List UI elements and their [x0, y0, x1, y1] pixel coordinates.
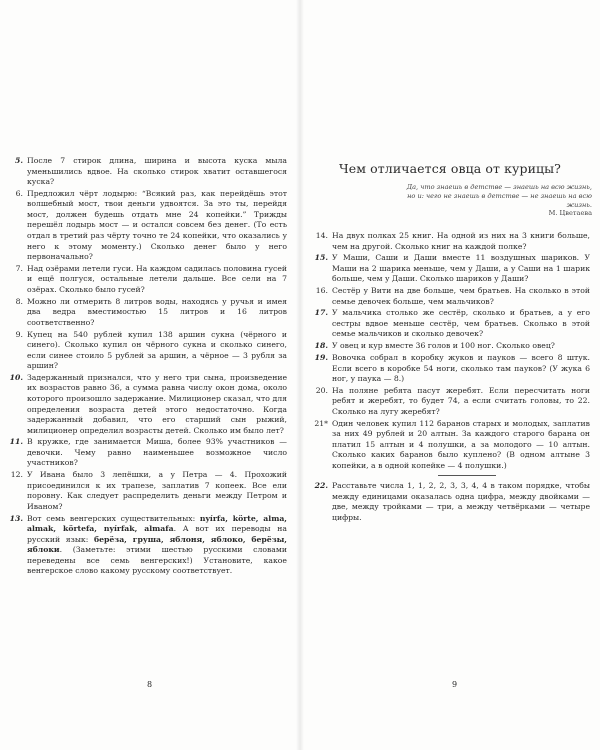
problem-text: Сестёр у Вити на две больше, чем братьев. На сколько в этой семье девочек больше, чем мальчиков? — [332, 286, 590, 306]
problem-6 — [5, 189, 287, 263]
problem-text: У мальчика столько же сестёр, сколько и братьев, а у его сестры вдвое меньше сестёр, чем братьев. Сколько в этой семье мальчиков и сколько девочек? — [332, 308, 590, 339]
problem-number: 17. — [314, 308, 328, 318]
problem-number: 12. — [10, 470, 23, 480]
problem-text: Расставьте числа 1, 1, 2, 2, 3, 3, 4, 4 в таком порядке, чтобы между единицами оказалась одна цифра, между двойками — две, между тройками — три, а между четвёрками — четыре цифры. — [332, 481, 590, 522]
problem-17 — [310, 308, 590, 340]
problem-20 — [310, 386, 590, 418]
problem-text: Над озёрами летели гуси. На каждом садилась половина гусей и ещё полгуся, остальные летели дальше. Все сели на 7 озёрах. Сколько было гусей? — [27, 263, 287, 294]
problem-text-part: . А вот их переводы на русский язык: — [27, 524, 287, 544]
problem-text: Купец на 540 рублей купил 138 аршин сукна (чёрного и синего). Сколько купил он чёрного сукна и сколько синего, если синее стоило 5 рублей за аршин, а чёрное — 3 рубля за аршин? — [27, 329, 287, 371]
problem-16 — [310, 286, 590, 307]
problem-text: У овец и кур вместе 36 голов и 100 ног. Сколько овец? — [332, 341, 555, 351]
problem-text: У Маши, Саши и Даши вместе 11 воздушных шариков. У Маши на 2 шарика меньше, чем у Даши, а у Саши на 1 шарик больше, чем у Даши. Сколько шариков у Даши? — [332, 253, 590, 284]
problem-number: 6. — [15, 188, 23, 198]
right-problem-list — [310, 231, 590, 525]
problem-number: 16. — [315, 286, 328, 296]
problem-18 — [310, 341, 590, 352]
problem-number: 9. — [15, 329, 23, 339]
right-page — [300, 0, 600, 750]
page-number: 9 — [452, 680, 458, 689]
hungarian-words: nyírfa, körte, alma, almak, körtefa, nyírfak, almafa — [27, 513, 287, 534]
problem-number: 8. — [15, 296, 23, 306]
problem-11 — [5, 437, 287, 469]
chapter-title: Чем отличается овца от курицы? — [339, 161, 561, 176]
problem-text: Можно ли отмерить 8 литров воды, находясь у ручья и имея два ведра вместимостью 15 литров и 16 литров соответственно? — [27, 296, 287, 327]
problem-5 — [5, 156, 287, 188]
section-divider — [438, 475, 496, 476]
problem-number: 14. — [315, 231, 328, 240]
problem-text: Вовочка собрал в коробку жуков и пауков — всего 8 штук. Если всего в коробке 54 ноги, сколько там пауков? (У жука 6 ног, у паука — 8.) — [332, 352, 590, 384]
problem-14 — [310, 231, 590, 252]
problem-text: Предложил чёрт лодырю: “Всякий раз, как перейдёшь этот волшебный мост, твои деньги удвоятся. За это ты, перейдя мост, должен будешь отдать мне 24 копейки.” Трижды перешёл лодырь мост — и остался совсем без денег. (То есть отдал в третий раз чёрту точно те 24 копейки, что оказались у него к этому моменту.) Сколько денег было у него первоначально? — [27, 188, 287, 262]
problem-15 — [310, 253, 590, 285]
left-problem-list — [5, 156, 287, 578]
problem-number: 5. — [14, 156, 23, 165]
problem-text: На поляне ребята пасут жеребят. Если пересчитать ноги ребят и жеребят, то будет 74, а если считать головы, то 22. Сколько на лугу жеребят? — [332, 385, 590, 416]
problem-text-part: Вот семь венгерских существительных: — [27, 513, 200, 523]
problem-21 — [310, 419, 590, 472]
problem-number: 7. — [15, 263, 23, 273]
russian-translations: берёза, груша, яблоня, яблоко, берёзы, яблоки — [27, 534, 287, 555]
problem-22 — [310, 481, 590, 523]
problem-8 — [5, 297, 287, 329]
problem-number: 22. — [314, 481, 328, 491]
problem-number: 21* — [314, 418, 328, 428]
epigraph-author: М. Цветаева — [548, 209, 592, 218]
problem-number: 20. — [315, 385, 328, 395]
page-number: 8 — [147, 680, 153, 689]
problem-number: 15. — [314, 253, 328, 263]
problem-number: 11. — [9, 437, 23, 447]
problem-10 — [5, 373, 287, 436]
problem-text: После 7 стирок длина, ширина и высота куска мыла уменьшились вдвое. На сколько стирок хватит оставшегося куска? — [27, 156, 287, 187]
problem-number: 10. — [9, 372, 23, 382]
problem-9 — [5, 330, 287, 372]
problem-number: 13. — [9, 513, 23, 523]
epigraph-text: Да, что знаешь в детстве — знаешь на всю жизнь, но и: чего не знаешь в детстве — не знаешь на всю жизнь. — [406, 183, 592, 209]
problem-text: Один человек купил 112 баранов старых и молодых, заплатив за них 49 рублей и 20 алтын. За каждого старого барана он платил 15 алтын и 4 полушки, а за молодого — 10 алтын. Сколько каких баранов было куплено? (В одном алтыне 3 копейки, а в одной копейке — 4 полушки.) — [332, 418, 590, 470]
problem-13 — [5, 514, 287, 577]
problem-number: 19. — [314, 352, 328, 362]
epigraph — [400, 183, 592, 218]
problem-text: В кружке, где занимается Миша, более 93% участников — девочки. Чему равно наименьшее возможное число участников? — [27, 437, 287, 468]
problem-12 — [5, 470, 287, 512]
problem-number: 18. — [314, 341, 328, 351]
problem-19 — [310, 353, 590, 385]
problem-7 — [5, 264, 287, 296]
problem-text-part: . (Заметьте: этими шестью русскими словами переведены все семь венгерских!) Установите, какое венгерское слово какому русскому соответствует. — [27, 545, 287, 576]
problem-text: На двух полках 25 книг. На одной из них на 3 книги больше, чем на другой. Сколько книг на каждой полке? — [332, 231, 590, 251]
problem-text: Задержанный признался, что у него три сына, произведение их возрастов равно 36, а сумма равна числу окон дома, около которого произошло задержание. Милиционер сказал, что для определения возраста детей этого недостаточно. Когда задержанный добавил, что его старший сын рыжий, милиционер определил возрасты детей. Сколько им было лет? — [27, 372, 287, 435]
problem-text: У Ивана было 3 лепёшки, а у Петра — 4. Прохожий присоединился к их трапезе, заплатив 7 копеек. Все ели поровну. Как следует распределить деньги между Петром и Иваном? — [27, 470, 287, 511]
